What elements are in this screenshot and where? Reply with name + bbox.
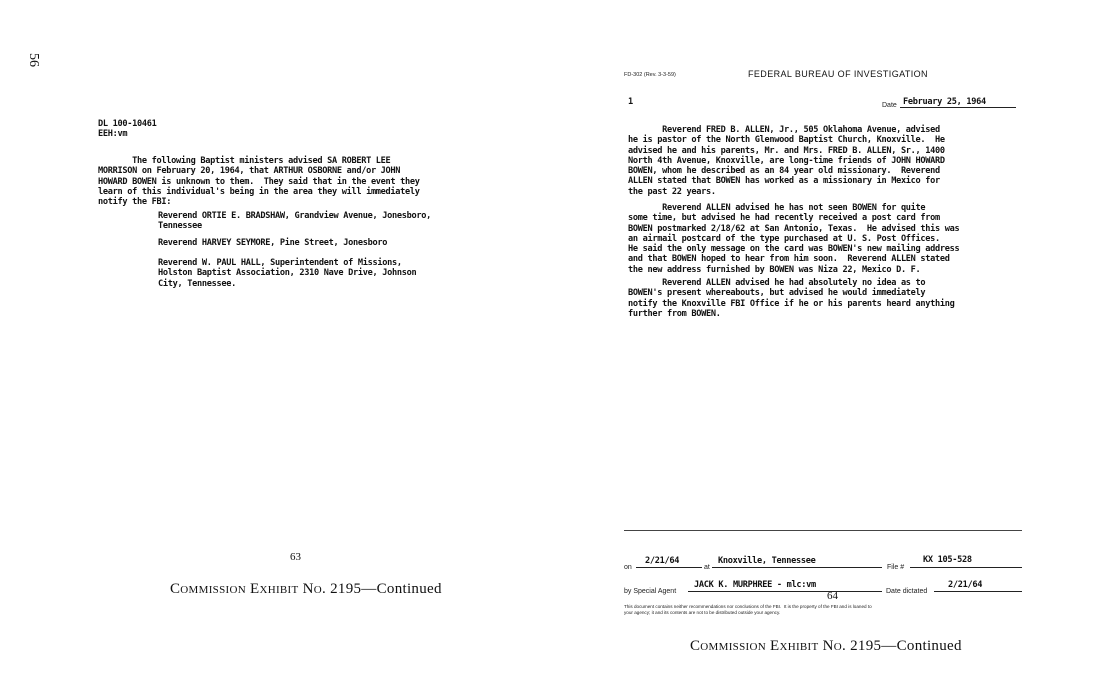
agency-header: FEDERAL BUREAU OF INVESTIGATION [748, 69, 928, 79]
fbi-disclaimer: This document contains neither recommendations nor conclusions of the FBI. It is the property of the FBI and is loaned to your agency; it and its contents are not to be distributed outside your agency. [624, 604, 872, 615]
caption-number: 2195—Continued [850, 638, 962, 654]
at-underline [712, 567, 882, 568]
form-number: FD-302 (Rev. 3-3-59) [624, 72, 676, 78]
agent-label: by Special Agent [624, 588, 677, 595]
minister-entry: Reverend W. PAUL HALL, Superintendent of Missions, Holston Baptist Association, 2310 Nave Drive, Johnson City, Tennessee. [158, 258, 417, 289]
volume-number: 56 [26, 53, 41, 67]
caption-prefix: Commission Exhibit No. [170, 581, 327, 597]
special-agent: JACK K. MURPHREE - mlc:vm [694, 580, 816, 590]
date-dictated: 2/21/64 [948, 580, 983, 590]
file-reference-initials: EEH:vm [98, 129, 128, 139]
page-index: 1 [628, 97, 633, 107]
date-underline [900, 107, 1016, 108]
interview-paragraph: Reverend ALLEN advised he has not seen BOWEN for quite some time, but advised he had recently received a post card from BOWEN postmarked 2/18/62 at San Antonio, Texas. He advised this was an airmail postcard of the type purchased at U. S. Post Offices. He said the only message on the card was BOWEN's new mailing address and that BOWEN hoped to hear from him soon. Reverend ALLEN stated the new address furnished by BOWEN was Niza 22, Mexico D. F. [628, 203, 960, 275]
page-number: 63 [290, 551, 301, 563]
file-label: File # [887, 564, 905, 571]
exhibit-caption [690, 638, 962, 655]
dictated-label: Date dictated [886, 588, 928, 595]
minister-entry: Reverend ORTIE E. BRADSHAW, Grandview Avenue, Jonesboro, Tennessee [158, 211, 431, 232]
at-label: at [704, 564, 710, 571]
report-date: February 25, 1964 [903, 97, 986, 107]
interview-paragraph: Reverend FRED B. ALLEN, Jr., 505 Oklahoma Avenue, advised he is pastor of the North Glenwood Baptist Church, Knoxville. He advised he and his parents, Mr. and Mrs. FRED B. ALLEN, Sr., 1400 North 4th Avenue, Knoxville, are long-time friends of JOHN HOWARD BOWEN, whom he described as an 84 year old missionary. Reverend ALLEN stated that BOWEN has worked as a missionary in Mexico for the past 22 years. [628, 125, 945, 197]
interview-paragraph: Reverend ALLEN advised he had absolutely no idea as to BOWEN's present whereabouts, but advised he would immediately notify the Knoxville FBI Office if he or his parents heard anything further from BOWEN. [628, 278, 955, 319]
page-number: 64 [827, 590, 838, 602]
agent-underline [688, 591, 882, 592]
date-label: Date [882, 102, 897, 109]
file-underline [910, 567, 1022, 568]
dictated-underline [934, 591, 1022, 592]
file-reference-number: DL 100-10461 [98, 119, 157, 129]
file-number: KX 105-528 [923, 555, 972, 565]
caption-number: 2195—Continued [330, 581, 442, 597]
footer-rule [624, 530, 1022, 531]
exhibit-caption [170, 581, 442, 598]
on-label: on [624, 564, 632, 571]
intro-paragraph: The following Baptist ministers advised SA ROBERT LEE MORRISON on February 20, 1964, that ARTHUR OSBORNE and/or JOHN HOWARD BOWEN is unknown to them. They said that in the event they learn of this individual's being in the area they will immediately notify the FBI: [98, 156, 420, 208]
caption-prefix: Commission Exhibit No. [690, 638, 847, 654]
on-underline [636, 567, 702, 568]
interview-location: Knoxville, Tennessee [718, 556, 816, 566]
interview-date: 2/21/64 [645, 556, 680, 566]
minister-entry: Reverend HARVEY SEYMORE, Pine Street, Jonesboro [158, 238, 388, 248]
